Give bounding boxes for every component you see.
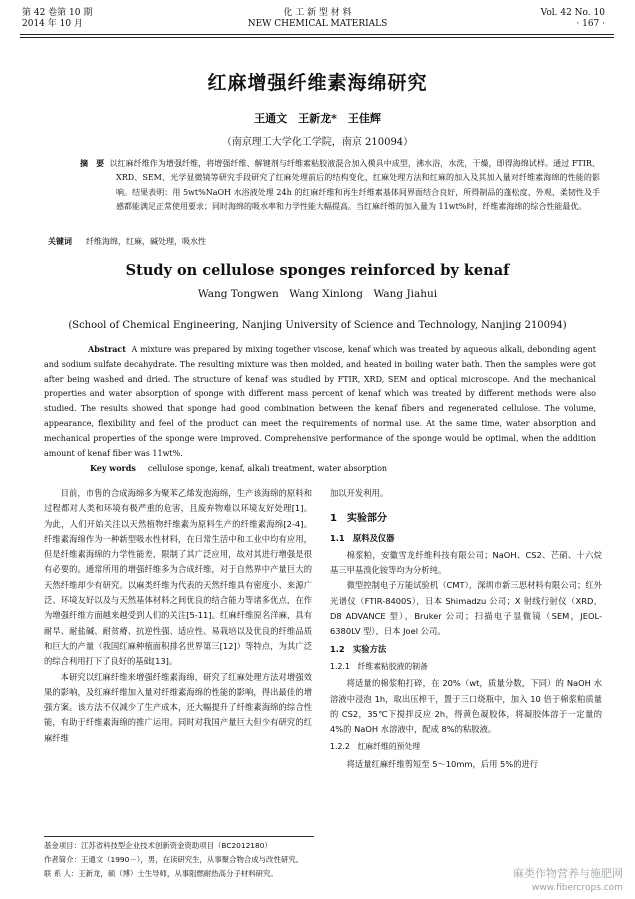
abstract-cn-text: 以红麻纤维作为增强纤维，将增强纤维、解键剂与纤维素粘胶液混合加入模具中成型，沸水浴，水洗，干燥，即得海绵试样。通过 FTIR、XRD、SEM、光学显微镜等研究手段研究了红麻处理前后的结构变化，红麻处理方法和红麻的加入及其加入量对纤维素海绵的性能的影响。结果表明：用 5wt%NaOH 水浴液处理 24h 的红麻纤维和再生纤维素基体间界面结合良好，所得制品的蓬松度、外观、柔韧性及手感都能满足正常使用要求；同时海绵的吸水率和力学性能大幅提高。当红麻纤维的加入量为 11wt%时，纤维素海绵的综合性能最优。 xyxy=(109,159,601,211)
footnote-funding: 基金项目：江苏省科技型企业技术创新资金资助项目（BC2012180） xyxy=(44,841,272,850)
publication-date: 2014 年 10 月 xyxy=(22,19,83,29)
abstract-en-text: A mixture was prepared by mixing together viscose, kenaf which was treated by aqueous alkali, debonding agent and sodium sulfate decahydrate. The resulting mixture was then molded, and heated in boiling water bath. Then the samples were got after being washed and dried. The structure of kenaf was studied by FTIR, XRD, SEM and optical microscope. And the mechanical properties and water absorption of sponge with different mass percent of kenaf which was treated by different methods were also studied. The results showed that sponge had good combination between the kenaf fibers and regenerated cellulose. The volume, appearance, flexibility and feel of the product can meet the requirements of normal use. At the same time, water absorption and mechanical properties of the sponge were improved. Comprehensive performance of the sponge would be optimal, when the addition amount of kenaf fiber was 11wt%. xyxy=(44,345,596,458)
abstract-en-label: Abstract xyxy=(88,344,126,354)
materials-paragraph: 棉浆粕，安徽雪龙纤维科技有限公司；NaOH、CS2、芒硝、十六烷基三甲基溴化铵等均为分析纯。 xyxy=(330,549,602,576)
keywords-en xyxy=(90,463,387,473)
affiliation-cn: （南京理工大学化工学院，南京 210094） xyxy=(221,137,414,148)
intro-continuation: 加以开发利用。 xyxy=(330,488,389,498)
keywords-cn xyxy=(48,236,206,247)
watermark-title: 麻类作物营养与施肥网 xyxy=(513,867,623,880)
footnote-contact: 联 系 人：王新龙，硕（博）士生导师，从事阻燃耐热高分子材料研究。 xyxy=(44,869,278,878)
footnotes xyxy=(44,839,334,881)
section-1-heading: 1 实验部分 xyxy=(330,513,387,525)
keywords-en-text: cellulose sponge, kenaf, alkali treatment, water absorption xyxy=(147,464,388,473)
paper-title-cn: 红麻增强纤维素海绵研究 xyxy=(207,72,428,94)
journal-vol-page xyxy=(541,8,605,30)
kenaf-pretreat-paragraph: 将适量红麻纤维剪短至 5～10mm，后用 5%的进行 xyxy=(346,758,539,769)
site-watermark xyxy=(513,867,623,895)
watermark-url: www.fibercrops.com xyxy=(532,883,623,893)
instruments-paragraph: 微型控制电子万能试验机（CMT），深圳市新三思材料有限公司；红外光谱仪（FTIR-8400S），日本 Shimadzu 公司；X 射线行射仪（XRD，D8 ADVANCE 型），Bruker 公司；扫描电子显微镜（SEM，JEOL-6380LV 型），日本 Joel 公司。 xyxy=(330,580,602,637)
footnote-rule xyxy=(44,836,314,837)
section-1-2-1-heading: 1.2.1 纤维素粘胶液的制备 xyxy=(330,661,428,671)
keywords-en-label: Key words xyxy=(90,463,136,473)
body-left-column xyxy=(44,486,312,746)
header-rule xyxy=(20,34,614,35)
section-1-2-heading: 1.2 实验方法 xyxy=(330,643,387,654)
section-1-2-2-heading: 1.2.2 红麻纤维的预处理 xyxy=(330,742,421,752)
paper-title-en: Study on cellulose sponges reinforced by kenaf xyxy=(125,262,510,279)
section-1-1-heading: 1.1 原料及仪器 xyxy=(330,532,395,543)
body-right-column xyxy=(330,486,602,772)
journal-title-en: NEW CHEMICAL MATERIALS xyxy=(247,19,388,29)
viscose-prep-paragraph: 将适量的棉浆粕打碎，在 20%（wt，质量分数，下同）的 NaOH 水溶液中浸泡 1h，取出压榨干，置于三口烧瓶中，加入 10 倍于棉浆粕质量的 CS2，35℃下搅拌反应 2h，得黄色凝胶体，将凝胶体溶于一定量的 4%的 NaOH 水溶液中，配成 8%的粘胶液。 xyxy=(330,678,602,735)
abstract-cn-label: 摘 要 xyxy=(80,158,105,168)
intro-paragraph-1: 目前，市售的合成海绵多为聚苯乙烯发泡海绵，生产该海绵的原料和过程都对人类和环境有极严重的危害，且废弃物难以环境友好处理[1]。为此，人们开始关注以天然植物纤维素为原料生产的纤维素海绵[2-4]。纤维素海绵作为一种新型吸水性材料，在日常生活中和工业中均有应用，但是纤维素海绵的力学性能差，限制了其广泛应用，故对其进行增强是很有必要的。通常所用的增强纤维多为合成纤维，对于自然界中产量巨大的天然纤维却少有研究。以麻类纤维为代表的天然纤维具有密度小、来源广泛、环境友好以及与天然基体材料之间优良的结合能力等诸多优点，在作为增强纤维方面越来越受到人们的关注[5-11]。红麻纤维原名洋麻，具有耐旱、耐盐碱、耐贫瘠、抗逆性强、适应性、易栽培以及优良的纤维品质和巨大的产量（我国红麻种植面积排名世界第三[12]）等特点，为其广泛的综合利用打下了良好的基础[13]。 xyxy=(44,488,312,667)
header-rule-double xyxy=(20,37,614,38)
authors-en: Wang Tongwen Wang Xinlong Wang Jiahui xyxy=(197,288,438,300)
footnote-author: 作者简介：王通文（1990－），男，在读研究生，从事聚合物合成与改性研究。 xyxy=(44,855,304,864)
intro-paragraph-2: 本研究以红麻纤维来增强纤维素海绵，研究了红麻处理方法对增强效果的影响，及红麻纤维加入量对纤维素海绵的性能的影响，得出最佳的增强方案。该方法不仅减少了生产成本，还大幅提升了纤维素海绵的综合性能，有助于纤维素海绵的推广运用。同时对我国产量巨大但少有研究的红麻纤维 xyxy=(44,671,312,743)
affiliation-en: (School of Chemical Engineering, Nanjing University of Science and Technology, Nanjing 210094) xyxy=(68,320,567,331)
authors-cn: 王通文 王新龙* 王佳辉 xyxy=(254,112,381,125)
journal-title-cn: 化 工 新 型 材 料 xyxy=(283,8,352,18)
keywords-cn-text: 纤维海绵，红麻，碱处理，吸水性 xyxy=(86,237,206,246)
vol-no-text: Vol. 42 No. 10 xyxy=(540,8,605,18)
volume-issue-text: 第 42 卷第 10 期 xyxy=(22,8,93,18)
page-number: · 167 · xyxy=(576,19,605,29)
abstract-cn xyxy=(80,156,600,214)
keywords-cn-label: 关键词 xyxy=(48,236,72,246)
abstract-en xyxy=(44,342,596,461)
